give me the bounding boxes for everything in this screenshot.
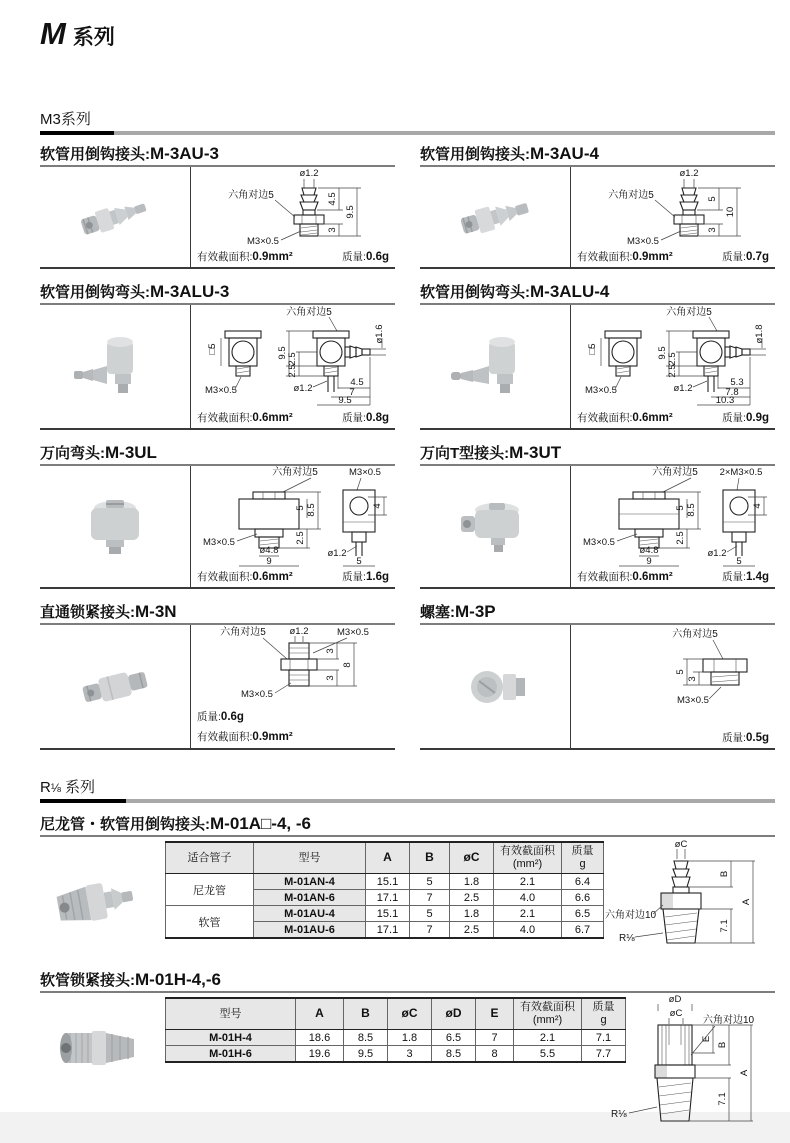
mass: 质量:0.6g [197,711,244,723]
svg-text:六角对边5: 六角对边5 [228,190,274,201]
svg-text:7.1: 7.1 [717,1092,728,1106]
svg-text:2.5: 2.5 [287,352,298,366]
svg-text:4.5: 4.5 [350,377,364,388]
svg-text:□5: □5 [207,343,218,355]
product-block-m-3ut [420,442,775,589]
technical-drawing-m-01h [603,993,775,1141]
svg-text:3: 3 [327,227,338,233]
r18-block-1 [40,837,775,963]
svg-text:ø1.6: ø1.6 [374,324,385,344]
svg-text:8.5: 8.5 [306,503,317,517]
technical-drawing-m-3n [191,625,394,713]
svg-text:A: A [739,1069,750,1077]
spec-row [197,408,389,426]
technical-drawing-m-3alu-3 [191,305,394,407]
fitting-photo-r18-barb [44,863,160,939]
svg-text:B: B [717,1041,728,1049]
mass: 质量:0.6g [342,251,389,263]
col-header-c: øC [450,842,494,874]
col-header-b: B [410,842,450,874]
product-photo [420,625,571,748]
svg-text:9: 9 [646,556,652,567]
svg-text:六角对边10: 六角对边10 [605,910,657,921]
spec-row [577,567,769,585]
mass: 质量:1.6g [342,571,389,583]
svg-text:3: 3 [687,676,698,682]
svg-text:ø1.2: ø1.2 [327,548,347,559]
product-name: 螺塞: [420,604,455,621]
product-drawing-area [191,167,395,267]
svg-text:六角对边5: 六角对边5 [652,467,698,478]
svg-text:ø4.8: ø4.8 [639,545,659,556]
col-header-mass: 质量 g [562,842,604,874]
svg-text:10: 10 [725,206,736,218]
product-name: 软管用倒钩弯头: [420,284,530,301]
product-model: M-3UT [509,443,562,462]
svg-text:ø1.2: ø1.2 [293,383,313,394]
technical-drawing-m-3p [571,625,774,713]
table-row: M-01AU-6 17.1 7 2.5 4.0 6.7 [166,922,604,939]
r18-table-1 [165,841,604,939]
svg-text:M3×0.5: M3×0.5 [247,236,279,247]
svg-text:9.5: 9.5 [345,205,356,219]
svg-text:六角对边5: 六角对边5 [220,627,266,638]
svg-text:□5: □5 [587,343,598,355]
product-drawing-area [571,625,775,748]
svg-text:2.5: 2.5 [287,364,298,378]
product-photo [40,466,191,587]
svg-text:4: 4 [372,503,383,509]
product-header [420,281,775,305]
tube-type: 尼龙管 [166,874,254,906]
product-name: 万向T型接头: [420,445,510,462]
svg-text:5: 5 [707,196,718,202]
product-block-m-3alu-4 [420,281,775,430]
col-header-a: A [296,998,344,1030]
technical-drawing-m-3au-3 [191,167,394,247]
effective-area: 有效截面积:0.6mm² [577,571,673,583]
product-header [40,601,395,625]
svg-text:5: 5 [675,669,686,675]
svg-text:E: E [701,1035,712,1043]
svg-text:10.3: 10.3 [715,395,735,406]
table-row: M-01AN-6 17.1 7 2.5 4.0 6.6 [166,890,604,906]
r18-block-2 [40,993,775,1143]
technical-drawing-m-3au-4 [571,167,774,247]
spec-row [577,247,769,265]
table-row: M-01H-6 19.6 9.5 3 8.5 8 5.5 7.7 [166,1046,626,1063]
technical-drawing-m-3alu-4 [571,305,774,407]
svg-text:M3×0.5: M3×0.5 [627,236,659,247]
svg-text:B: B [719,870,730,878]
product-model: M-3AU-3 [150,144,219,163]
section-bar [40,799,775,803]
col-header-mass: 质量 g [582,998,626,1030]
product-drawing-area [191,466,395,587]
fitting-photo-elbow [435,322,555,412]
product-drawing-area [571,305,775,428]
product-name: 软管锁紧接头: [40,972,135,989]
fitting-photo-straight-barb [55,177,175,257]
svg-text:5: 5 [675,505,686,511]
product-block-m-3n [40,601,395,750]
svg-text:六角对边5: 六角对边5 [666,307,712,318]
svg-text:3: 3 [707,227,718,233]
product-header [420,601,775,625]
effective-area: 有效截面积:0.6mm² [197,412,293,424]
svg-text:R⅛: R⅛ [619,933,635,944]
svg-text:M3×0.5: M3×0.5 [203,537,235,548]
col-header-b: B [344,998,388,1030]
svg-text:øC: øC [674,839,688,850]
effective-area: 有效截面积:0.9mm² [197,731,293,743]
page-title-letter: M [40,16,66,51]
table-row: 软管 M-01AU-4 15.1 5 1.8 2.1 6.5 [166,906,604,922]
product-drawing-area [191,305,395,428]
svg-text:M3×0.5: M3×0.5 [205,385,237,396]
svg-text:5: 5 [295,505,306,511]
product-block-m-3p [420,601,775,750]
svg-text:8: 8 [342,662,353,668]
svg-text:ø1.2: ø1.2 [679,168,699,179]
col-header-area: 有效截面积 (mm²) [514,998,582,1030]
svg-text:4.5: 4.5 [327,192,338,206]
product-photo [40,167,191,267]
svg-text:9.5: 9.5 [277,346,288,360]
svg-text:六角对边5: 六角对边5 [672,629,718,640]
fitting-photo-tee-block [435,482,555,572]
svg-text:5.3: 5.3 [730,377,744,388]
effective-area: 有效截面积:0.9mm² [197,251,293,263]
svg-text:7.1: 7.1 [719,919,730,933]
product-model: M-01A□-4, -6 [210,814,311,833]
svg-text:M3×0.5: M3×0.5 [337,627,369,638]
product-photo [420,167,571,267]
product-header [420,143,775,167]
svg-text:ø1.2: ø1.2 [289,626,309,637]
product-drawing-area [571,167,775,267]
product-photo [420,466,571,587]
svg-text:3: 3 [325,675,336,681]
svg-text:A: A [741,898,752,906]
fitting-photo-elbow [55,322,175,412]
product-photo [40,305,191,428]
svg-text:5: 5 [736,556,742,567]
product-block-m-3au-4 [420,143,775,269]
product-header [40,143,395,167]
r18-heading-1 [40,813,775,837]
product-model: M-3P [455,602,496,621]
product-model: M-3ALU-3 [150,282,230,301]
fitting-photo-plug [435,647,555,727]
r18-table-2 [165,997,626,1063]
col-header-e: E [476,998,514,1030]
product-grid [40,143,775,750]
mass: 质量:1.4g [722,571,769,583]
product-block-m-3au-3 [40,143,395,269]
svg-text:六角对边10: 六角对边10 [703,1015,755,1026]
mass: 质量:0.9g [722,412,769,424]
svg-text:六角对边5: 六角对边5 [286,307,332,318]
fitting-photo-r18-lock [44,1015,160,1081]
svg-text:9: 9 [266,556,272,567]
svg-text:R⅛: R⅛ [611,1109,627,1120]
technical-drawing-m-3ut [571,466,774,568]
mass: 质量:0.7g [722,251,769,263]
effective-area: 有效截面积:0.6mm² [577,412,673,424]
col-header-model: 型号 [166,998,296,1030]
mass: 质量:0.8g [342,412,389,424]
svg-text:ø1.2: ø1.2 [299,168,319,179]
product-photo [40,625,191,748]
page-title [40,16,775,54]
section-heading-r18: R⅛ 系列 [40,779,96,796]
svg-text:7: 7 [349,387,355,398]
effective-area: 有效截面积:0.6mm² [197,571,293,583]
svg-text:3: 3 [325,648,336,654]
svg-text:2.5: 2.5 [667,352,678,366]
product-drawing-area [191,625,395,748]
product-drawing-area [571,466,775,587]
product-header [40,281,395,305]
svg-text:8.5: 8.5 [686,503,697,517]
fitting-photo-universal-block [55,482,175,572]
col-header-c: øC [388,998,432,1030]
svg-text:M3×0.5: M3×0.5 [349,467,381,478]
spec-row [197,247,389,265]
fitting-photo-straight-barb [435,177,555,257]
product-model: M-01H-4,-6 [135,970,221,989]
product-header [420,442,775,466]
svg-text:ø1.2: ø1.2 [707,548,727,559]
svg-text:øD: øD [668,994,682,1005]
mass: 质量:0.5g [722,732,769,744]
svg-text:M3×0.5: M3×0.5 [583,537,615,548]
product-model: M-3N [135,602,177,621]
svg-text:六角对边5: 六角对边5 [608,190,654,201]
svg-text:M3×0.5: M3×0.5 [585,385,617,396]
fitting-photo-inline-nut [55,647,175,727]
product-name: 尼龙管・软管用倒钩接头: [40,816,210,833]
product-name: 软管用倒钩接头: [40,146,150,163]
product-header [40,442,395,466]
svg-text:M3×0.5: M3×0.5 [677,695,709,706]
table-row: M-01H-4 18.6 8.5 1.8 6.5 7 2.1 7.1 [166,1030,626,1046]
product-name: 软管用倒钩弯头: [40,284,150,301]
col-header-d: øD [432,998,476,1030]
svg-text:9.5: 9.5 [657,346,668,360]
col-header-model: 型号 [254,842,366,874]
section-bar [40,131,775,135]
page-title-series: 系列 [72,26,115,49]
product-name: 软管用倒钩接头: [420,146,530,163]
product-model: M-3ALU-4 [530,282,610,301]
product-name: 直通锁紧接头: [40,604,135,621]
svg-text:ø1.8: ø1.8 [754,324,765,344]
svg-text:2.5: 2.5 [295,531,306,545]
product-model: M-3UL [105,443,157,462]
technical-drawing-m-3ul [191,466,394,568]
svg-text:7.8: 7.8 [725,387,739,398]
svg-text:2×M3×0.5: 2×M3×0.5 [719,467,763,478]
table-row: 尼龙管 M-01AN-4 15.1 5 1.8 2.1 6.4 [166,874,604,890]
product-name: 万向弯头: [40,445,105,462]
product-block-m-3ul [40,442,395,589]
product-model: M-3AU-4 [530,144,599,163]
svg-text:2.5: 2.5 [675,531,686,545]
tube-type: 软管 [166,906,254,939]
col-header-a: A [366,842,410,874]
spec-row [197,567,389,585]
spec-row [577,728,769,746]
svg-text:9.5: 9.5 [338,395,352,406]
svg-text:4: 4 [752,503,763,509]
svg-text:ø4.8: ø4.8 [259,545,279,556]
spec-stack [197,706,389,746]
technical-drawing-m-01a [603,839,775,957]
r18-heading-2 [40,969,775,993]
product-photo [420,305,571,428]
svg-text:øC: øC [669,1008,683,1019]
section-heading-m3: M3系列 [40,111,91,128]
spec-row [577,408,769,426]
svg-text:5: 5 [356,556,362,567]
product-block-m-3alu-3 [40,281,395,430]
col-header-tube: 适合管子 [166,842,254,874]
svg-text:六角对边5: 六角对边5 [272,467,318,478]
svg-text:M3×0.5: M3×0.5 [241,689,273,700]
effective-area: 有效截面积:0.9mm² [577,251,673,263]
svg-text:ø1.2: ø1.2 [673,383,693,394]
svg-text:2.5: 2.5 [667,364,678,378]
col-header-area: 有效截面积 (mm²) [494,842,562,874]
